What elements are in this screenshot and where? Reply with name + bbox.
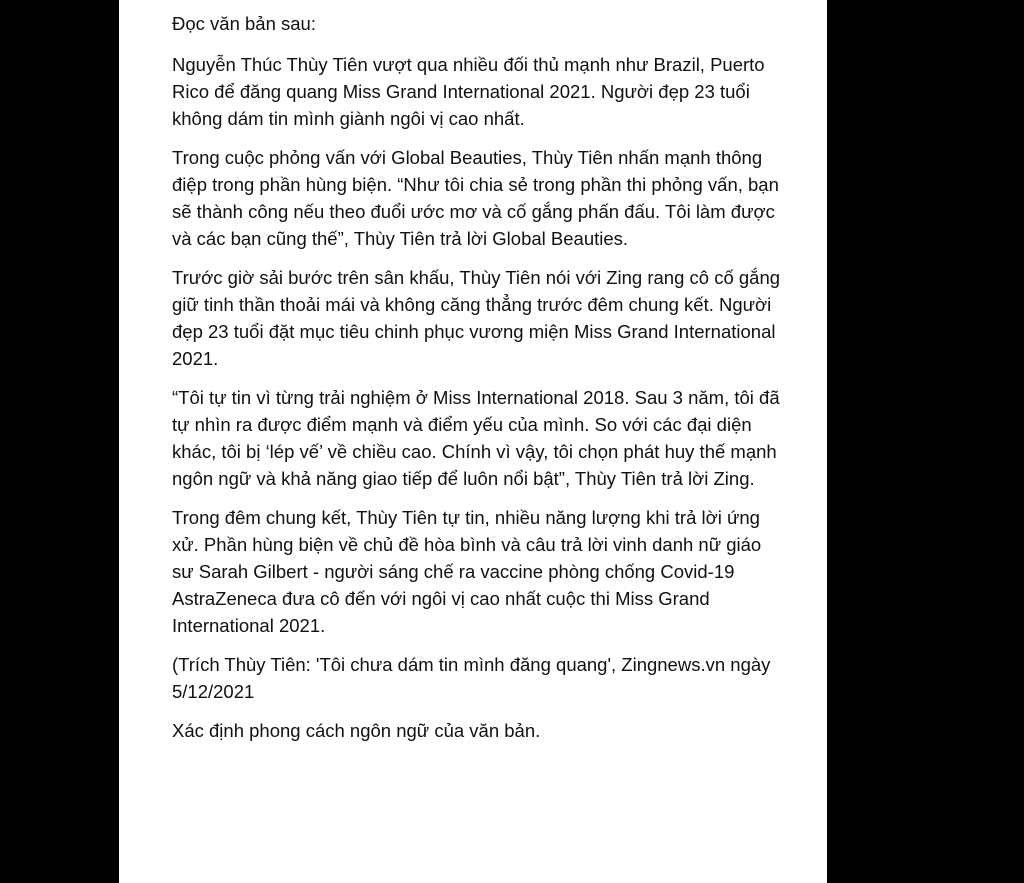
paragraph-3: Trước giờ sải bước trên sân khấu, Thùy Tiên nói với Zing rang cô cố gắng giữ tinh thần thoải mái và không căng thẳng trước đêm chung kết. Người đẹp 23 tuổi đặt mục tiêu chinh phục vương miện Miss Grand International 2021. [172, 267, 781, 369]
citation: (Trích Thùy Tiên: 'Tôi chưa dám tin mình đăng quang', Zingnews.vn ngày 5/12/2021 [172, 654, 771, 702]
paragraph-2: Trong cuộc phỏng vấn với Global Beauties, Thùy Tiên nhấn mạnh thông điệp trong phần hùng biện. “Như tôi chia sẻ trong phần thi phỏng vấn, bạn sẽ thành công nếu theo đuổi ước mơ và cố gắng phấn đấu. Tôi làm được và các bạn cũng thế”, Thùy Tiên trả lời Global Beauties. [172, 147, 779, 249]
intro-line: Đọc văn bản sau: [172, 13, 316, 34]
paragraph-5: Trong đêm chung kết, Thùy Tiên tự tin, nhiều năng lượng khi trả lời ứng xử. Phần hùng biện về chủ đề hòa bình và câu trả lời vinh danh nữ giáo sư Sarah Gilbert - người sáng chế ra vaccine phòng chống Covid-19 AstraZeneca đưa cô đến với ngôi vị cao nhất cuộc thi Miss Grand International 2021. [172, 507, 762, 636]
paragraph-4-quote: “Tôi tự tin vì từng trải nghiệm ở Miss International 2018. Sau 3 năm, tôi đã tự nhìn ra được điểm mạnh và điểm yếu của mình. So với các đại diện khác, tôi bị ‘lép vế’ về chiều cao. Chính vì vậy, tôi chọn phát huy thế mạnh ngôn ngữ và khả năng giao tiếp để luôn nổi bật”, Thùy Tiên trả lời Zing. [172, 387, 780, 489]
paragraph-1: Nguyễn Thúc Thùy Tiên vượt qua nhiều đối thủ mạnh như Brazil, Puerto Rico để đăng quang Miss Grand International 2021. Người đẹp 23 tuổi không dám tin mình giành ngôi vị cao nhất. [172, 54, 765, 129]
document-page [119, 0, 827, 883]
question: Xác định phong cách ngôn ngữ của văn bản. [172, 720, 541, 741]
